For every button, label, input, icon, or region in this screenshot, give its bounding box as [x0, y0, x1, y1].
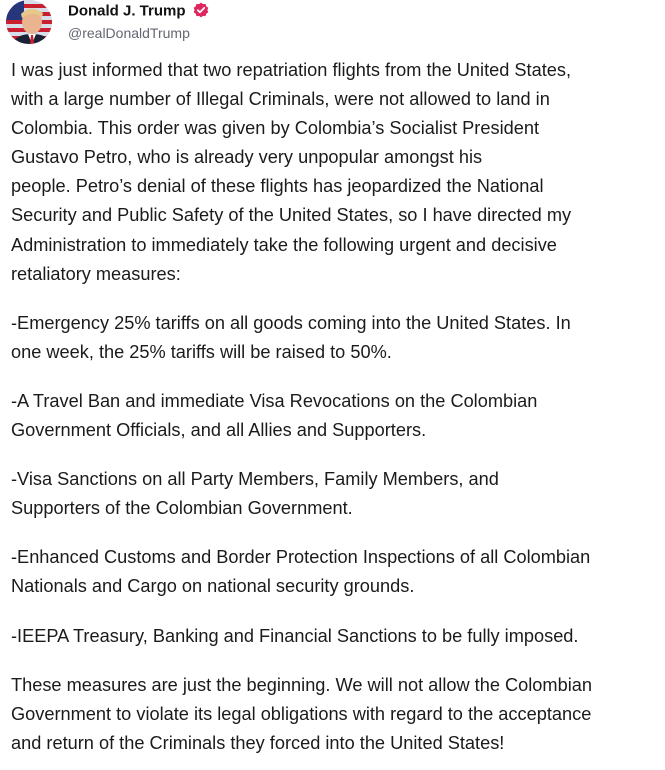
text-line: Colombia. This order was given by Colombia’s Socialist President	[11, 118, 540, 139]
verified-badge-icon	[193, 2, 209, 18]
text-line: -A Travel Ban and immediate Visa Revocations on the Colombian	[11, 390, 538, 411]
post-body	[11, 56, 661, 758]
measure-visa-sanctions	[11, 465, 661, 523]
closing-paragraph	[11, 671, 661, 758]
post-header	[6, 0, 646, 46]
author-handle[interactable]: @realDonaldTrump	[68, 25, 190, 41]
measure-financial-sanctions	[11, 622, 661, 651]
text-line: These measures are just the beginning. We will not allow the Colombian	[11, 674, 592, 695]
measure-tariffs	[11, 309, 661, 367]
author-name-row	[68, 2, 209, 22]
text-line: and return of the Criminals they forced into the United States!	[11, 732, 505, 753]
text-line: retaliatory measures:	[11, 263, 181, 284]
text-line: people. Petro’s denial of these flights has jeopardized the National	[11, 176, 544, 197]
avatar[interactable]	[6, 0, 52, 44]
text-line: Government Officials, and all Allies and Supporters.	[11, 420, 427, 441]
text-line: Gustavo Petro, who is already very unpopular amongst his	[11, 147, 483, 168]
text-line: Administration to immediately take the following urgent and decisive	[11, 234, 557, 255]
avatar-image	[6, 0, 52, 44]
text-line: Security and Public Safety of the United States, so I have directed my	[11, 205, 572, 226]
text-line: -Visa Sanctions on all Party Members, Family Members, and	[11, 469, 499, 490]
intro-paragraph	[11, 56, 661, 289]
text-line: I was just informed that two repatriation flights from the United States,	[11, 60, 572, 80]
text-line: with a large number of Illegal Criminals, were not allowed to land in	[11, 89, 550, 110]
text-line: -Enhanced Customs and Border Protection Inspections of all Colombian	[11, 547, 591, 568]
measure-customs-inspections	[11, 543, 661, 601]
text-line: Government to violate its legal obligations with regard to the acceptance	[11, 703, 592, 724]
text-line: one week, the 25% tariffs will be raised to 50%.	[11, 341, 392, 362]
text-line: -IEEPA Treasury, Banking and Financial Sanctions to be fully imposed.	[11, 625, 579, 646]
author-display-name[interactable]: Donald J. Trump	[68, 2, 186, 20]
measure-travel-ban	[11, 387, 661, 445]
text-line: Nationals and Cargo on national security grounds.	[11, 576, 415, 597]
text-line: Supporters of the Colombian Government.	[11, 498, 353, 519]
text-line: -Emergency 25% tariffs on all goods coming into the United States. In	[11, 312, 571, 333]
